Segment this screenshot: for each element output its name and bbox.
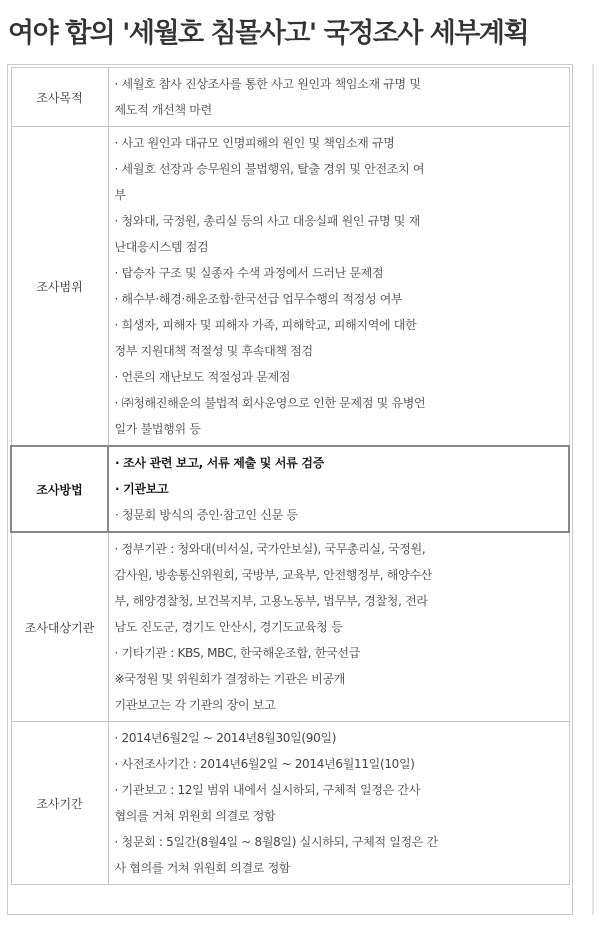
content-line: 일가 불법행위 등 — [114, 422, 201, 436]
content-line: · 기타기관 : KBS, MBC, 한국해운조합, 한국선급 — [114, 646, 360, 660]
row-label: 조사목적 — [11, 68, 108, 127]
content-line: 부 — [114, 188, 126, 202]
content-line: 제도적 개선책 마련 — [114, 103, 212, 117]
content-line: · 정부기관 : 청와대(비서실, 국가안보실), 국무총리실, 국정원, — [114, 542, 426, 556]
frame-shadow — [592, 64, 594, 915]
row-content — [108, 722, 569, 885]
row-label: 조사방법 — [11, 446, 108, 532]
content-line: · 사고 원인과 대규모 인명피해의 원인 및 책임소재 규명 — [114, 136, 395, 150]
row-label: 조사대상기관 — [11, 532, 108, 722]
table-row-purpose — [11, 68, 569, 127]
content-line: · 기관보고 : 12일 범위 내에서 실시하되, 구체적 일정은 간사 — [114, 783, 420, 797]
content-line: 감사원, 방송통신위원회, 국방부, 교육부, 안전행정부, 해양수산 — [114, 568, 432, 582]
content-line: 정부 지원대책 적절성 및 후속대책 점검 — [114, 344, 313, 358]
row-content — [108, 127, 569, 447]
row-content — [108, 446, 569, 532]
content-line: · 세월호 선장과 승무원의 불법행위, 탈출 경위 및 안전조치 여 — [114, 162, 425, 176]
table-row-target-agencies — [11, 532, 569, 722]
content-line: · 희생자, 피해자 및 피해자 가족, 피해학교, 피해지역에 대한 — [114, 318, 417, 332]
row-content — [108, 68, 569, 127]
content-line: · 언론의 재난보도 적절성과 문제점 — [114, 370, 291, 384]
table-row-method — [11, 446, 569, 532]
content-line: · 사전조사기간 : 2014년6월2일 ~ 2014년6월11일(10일) — [114, 757, 415, 771]
content-line: · 2014년6월2일 ~ 2014년8월30일(90일) — [114, 731, 337, 745]
content-line: 부, 해양경찰청, 보건복지부, 고용노동부, 법무부, 경찰청, 전라 — [114, 594, 428, 608]
content-line: 기관보고는 각 기관의 장이 보고 — [114, 698, 276, 712]
content-line: 난대응시스템 점검 — [114, 240, 209, 254]
content-line: 사 협의를 거쳐 위원회 의결로 정함 — [114, 861, 291, 875]
table-row-period — [11, 722, 569, 885]
content-line: 협의를 거쳐 위원회 의결로 정함 — [114, 809, 276, 823]
content-line: · 청문회 : 5일간(8월4일 ~ 8월8일) 실시하되, 구체적 일정은 간 — [114, 835, 438, 849]
content-line: · 해수부·해경·해운조합·한국선급 업무수행의 적정성 여부 — [114, 292, 403, 306]
content-line: 남도 진도군, 경기도 안산시, 경기도교육청 등 — [114, 620, 343, 634]
content-line: · ㈜청해진해운의 불법적 회사운영으로 인한 문제점 및 유병언 — [114, 396, 426, 410]
investigation-plan-table — [10, 67, 570, 885]
content-line: · 조사 관련 보고, 서류 제출 및 서류 검증 — [115, 456, 324, 470]
page-title: 여야 합의 '세월호 침몰사고' 국정조사 세부계획 — [8, 18, 529, 49]
content-line: ※국정원 및 위원회가 결정하는 기관은 비공개 — [114, 672, 346, 686]
table-row-scope — [11, 127, 569, 447]
content-line: · 세월호 참사 진상조사를 통한 사고 원인과 책임소재 규명 및 — [114, 77, 421, 91]
row-label: 조사범위 — [11, 127, 108, 447]
row-content — [108, 532, 569, 722]
row-label: 조사기간 — [11, 722, 108, 885]
content-line: · 기관보고 — [115, 482, 169, 496]
content-line: · 청와대, 국정원, 총리실 등의 사고 대응실패 원인 규명 및 재 — [114, 214, 420, 228]
content-line: · 탑승자 구조 및 실종자 수색 과정에서 드러난 문제점 — [114, 266, 384, 280]
content-line: · 청문회 방식의 증인·참고인 신문 등 — [115, 508, 298, 522]
